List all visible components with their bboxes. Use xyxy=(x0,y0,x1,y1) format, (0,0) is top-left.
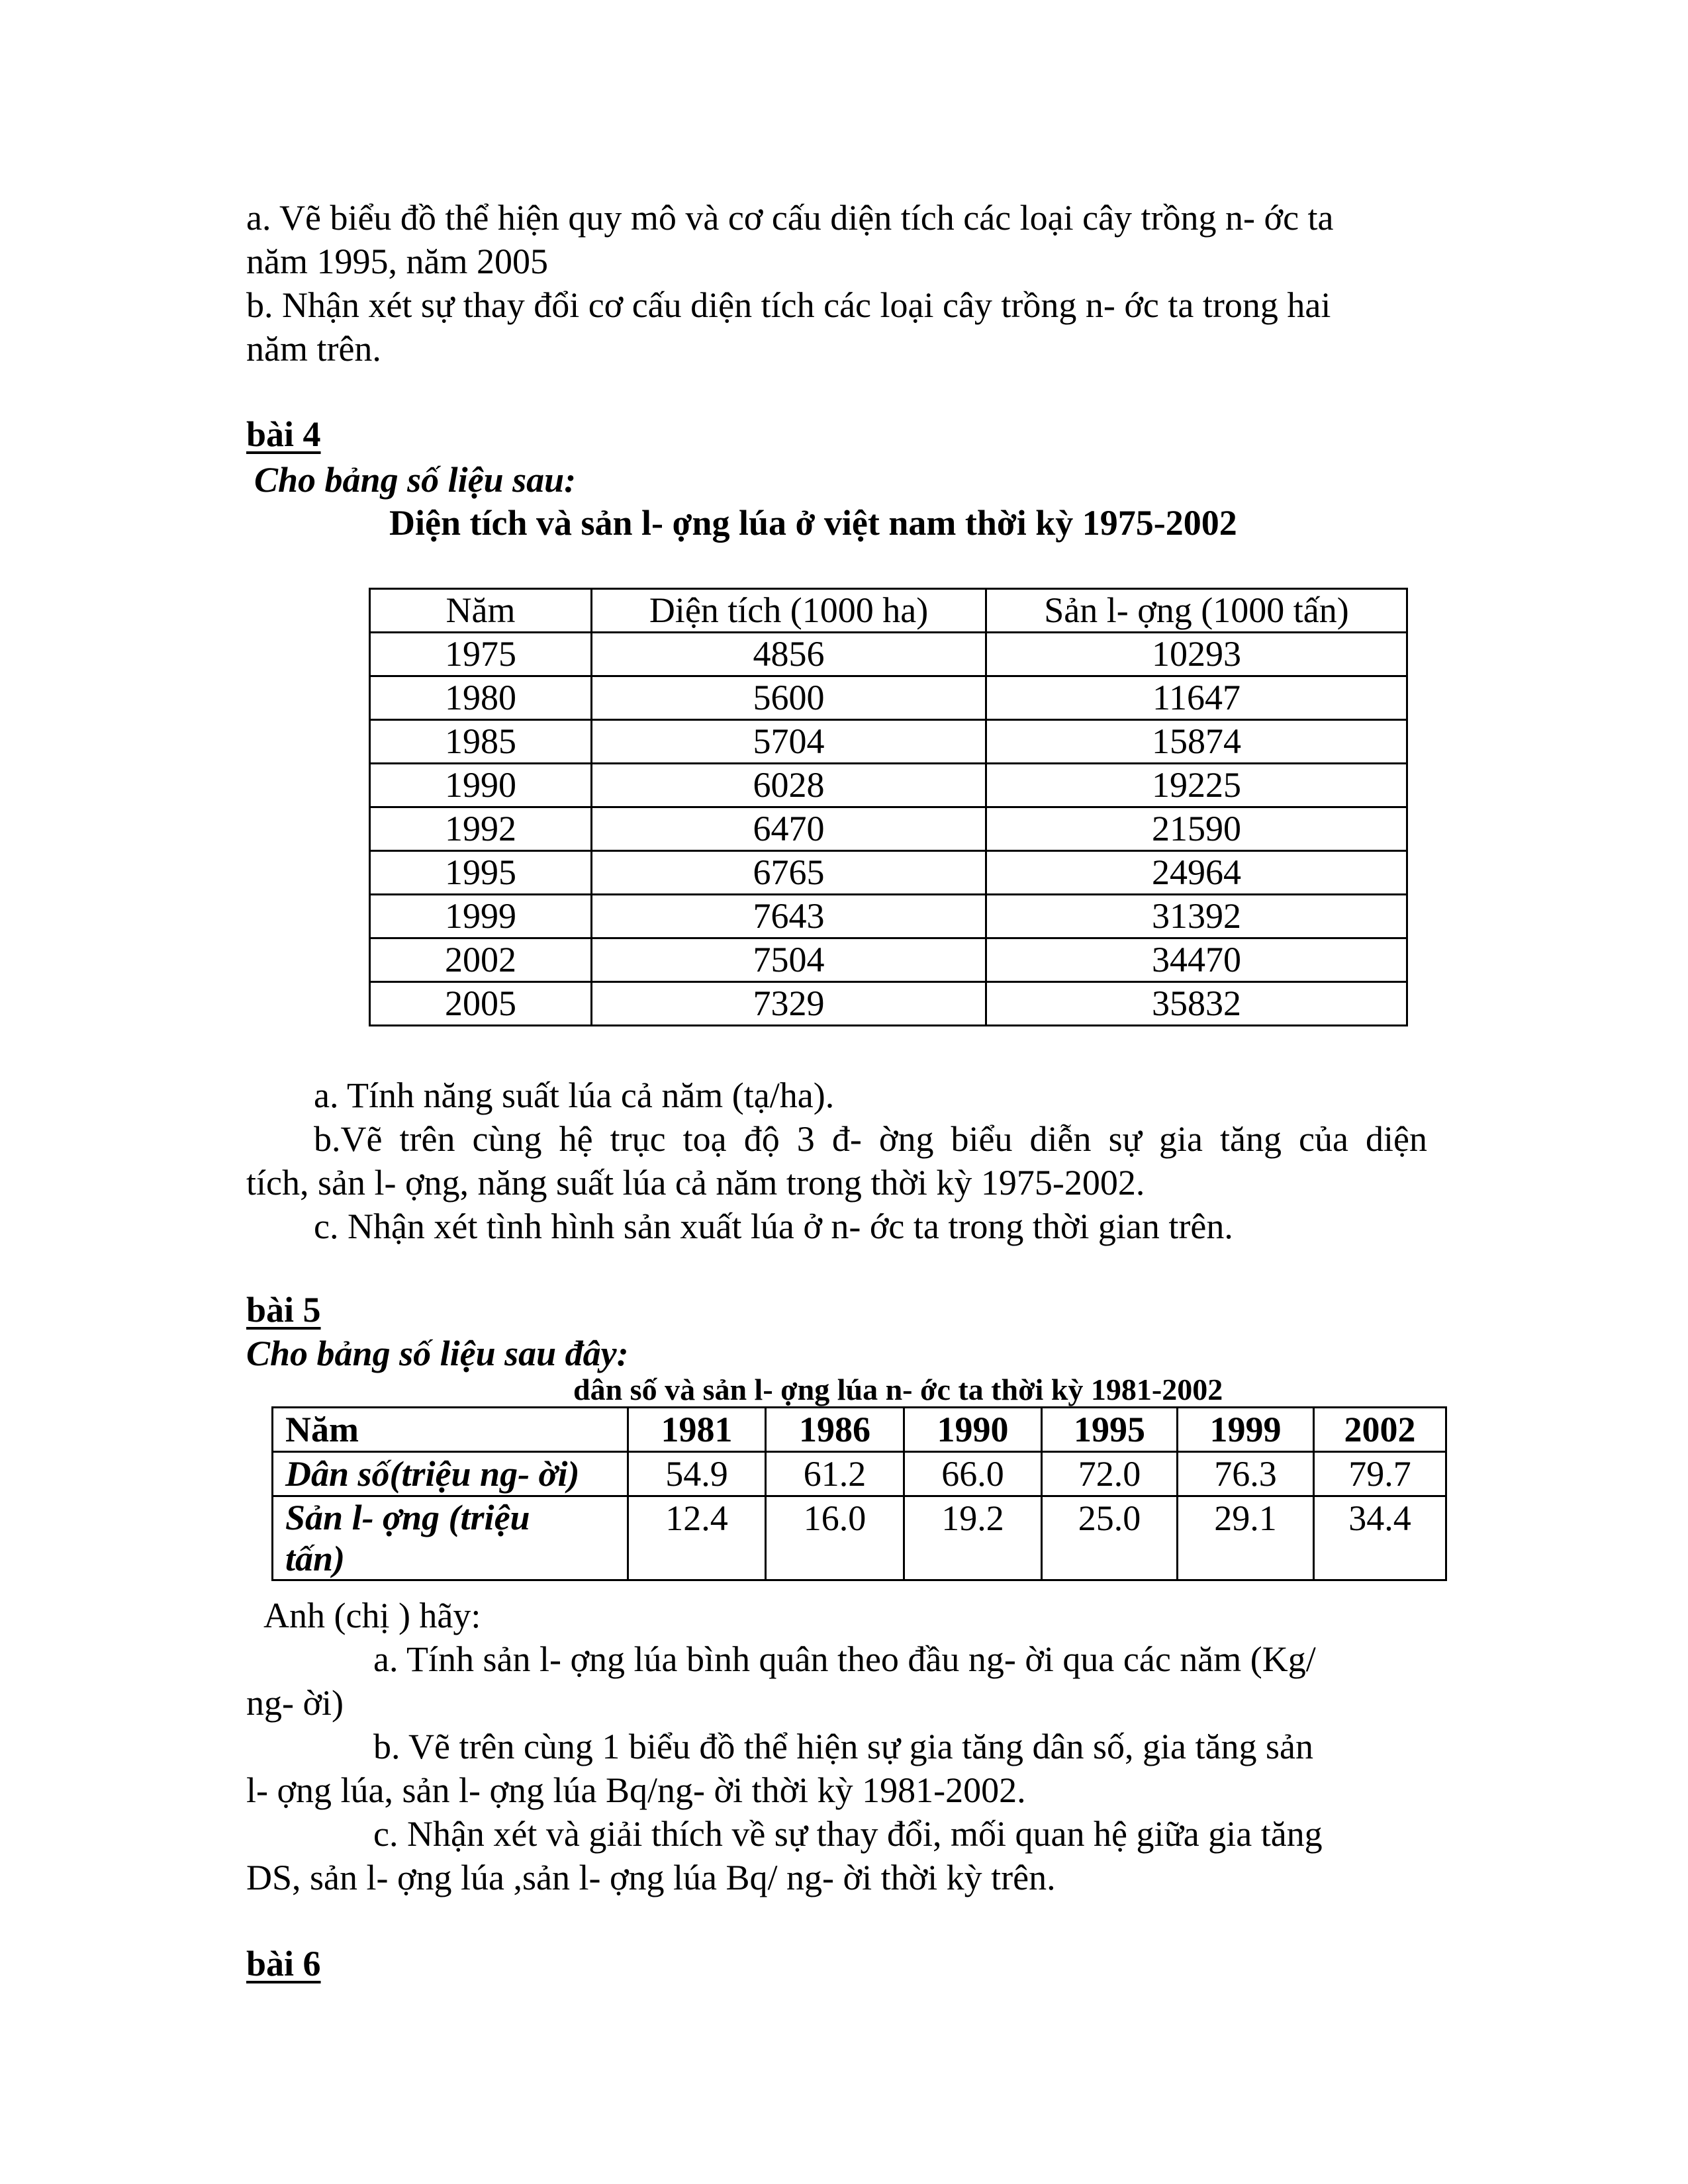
bai5-question-a-line1: a. Tính sản l- ợng lúa bình quân theo đầu ng- ời qua các năm (Kg/ xyxy=(373,1639,1316,1679)
cell-year: 1999 xyxy=(370,895,592,938)
table-row xyxy=(370,982,1407,1026)
cell-output: 15874 xyxy=(986,720,1407,764)
bai5-subheading: Cho bảng số liệu sau đây: xyxy=(246,1334,629,1373)
cell-area: 7643 xyxy=(592,895,986,938)
bai4-table xyxy=(369,588,1408,1026)
bai4-heading: bài 4 xyxy=(246,414,321,454)
cell-year: 2002 xyxy=(370,938,592,982)
table-row xyxy=(370,633,1407,676)
table-row xyxy=(370,720,1407,764)
table-row xyxy=(273,1452,1446,1496)
table-row xyxy=(370,807,1407,851)
intro-line-1: a. Vẽ biểu đồ thể hiện quy mô và cơ cấu diện tích các loại cây trồng n- ớc ta xyxy=(246,198,1334,238)
intro-line-3: b. Nhận xét sự thay đổi cơ cấu diện tích các loại cây trồng n- ớc ta trong hai xyxy=(246,285,1331,325)
header-year: Năm xyxy=(370,589,592,633)
bai5-question-c-line2: DS, sản l- ợng lúa ,sản l- ợng lúa Bq/ ng- ời thời kỳ trên. xyxy=(246,1858,1056,1897)
header-year: 1995 xyxy=(1042,1408,1178,1452)
bai5-question-b-line1: b. Vẽ trên cùng 1 biểu đồ thể hiện sự gia tăng dân số, gia tăng sản xyxy=(373,1727,1313,1766)
bai4-question-b-line2: tích, sản l- ợng, năng suất lúa cả năm trong thời kỳ 1975-2002. xyxy=(246,1163,1145,1203)
header-year: 1986 xyxy=(766,1408,904,1452)
bai4-question-a: a. Tính năng suất lúa cả năm (tạ/ha). xyxy=(314,1075,835,1115)
cell-output: 25.0 xyxy=(1042,1496,1178,1580)
bai6-heading: bài 6 xyxy=(246,1944,321,1983)
row-label-output-line1: Sản l- ợng (triệu xyxy=(285,1498,530,1537)
bai4-question-c: c. Nhận xét tình hình sản xuất lúa ở n- ớc ta trong thời gian trên. xyxy=(314,1206,1233,1246)
bai4-subheading: Cho bảng số liệu sau: xyxy=(254,460,577,500)
cell-output: 16.0 xyxy=(766,1496,904,1580)
header-label: Năm xyxy=(273,1408,628,1452)
table-row xyxy=(370,764,1407,807)
cell-year: 2005 xyxy=(370,982,592,1026)
cell-population: 61.2 xyxy=(766,1452,904,1496)
cell-year: 1995 xyxy=(370,851,592,895)
cell-output: 11647 xyxy=(986,676,1407,720)
cell-year: 1980 xyxy=(370,676,592,720)
cell-area: 5600 xyxy=(592,676,986,720)
cell-population: 66.0 xyxy=(904,1452,1042,1496)
cell-output: 31392 xyxy=(986,895,1407,938)
table-row xyxy=(370,676,1407,720)
cell-population: 79.7 xyxy=(1314,1452,1446,1496)
row-label-output xyxy=(273,1496,628,1580)
cell-output: 35832 xyxy=(986,982,1407,1026)
cell-output: 21590 xyxy=(986,807,1407,851)
header-output: Sản l- ợng (1000 tấn) xyxy=(986,589,1407,633)
header-area: Diện tích (1000 ha) xyxy=(592,589,986,633)
cell-year: 1985 xyxy=(370,720,592,764)
cell-output: 34.4 xyxy=(1314,1496,1446,1580)
intro-line-4: năm trên. xyxy=(246,329,381,369)
bai5-question-a-line2: ng- ời) xyxy=(246,1683,344,1723)
bai5-table-title: dân số và sản l- ợng lúa n- ớc ta thời kỳ 1981-2002 xyxy=(573,1373,1223,1406)
cell-area: 6765 xyxy=(592,851,986,895)
cell-output: 10293 xyxy=(986,633,1407,676)
intro-line-2: năm 1995, năm 2005 xyxy=(246,242,548,281)
table-row xyxy=(370,895,1407,938)
cell-area: 6028 xyxy=(592,764,986,807)
table-row xyxy=(370,938,1407,982)
table-header-row xyxy=(370,589,1407,633)
cell-year: 1990 xyxy=(370,764,592,807)
bai4-question-b-line1: b.Vẽ trên cùng hệ trục toạ độ 3 đ- ờng biểu diễn sự gia tăng của diện xyxy=(314,1119,1427,1159)
cell-population: 76.3 xyxy=(1178,1452,1314,1496)
cell-output: 19225 xyxy=(986,764,1407,807)
row-label-output-line2: tấn) xyxy=(285,1539,346,1578)
bai5-question-c-line1: c. Nhận xét và giải thích về sự thay đổi, mối quan hệ giữa gia tăng xyxy=(373,1814,1323,1854)
cell-output: 19.2 xyxy=(904,1496,1042,1580)
cell-year: 1992 xyxy=(370,807,592,851)
header-year: 1981 xyxy=(628,1408,766,1452)
bai5-table xyxy=(271,1406,1447,1581)
cell-population: 72.0 xyxy=(1042,1452,1178,1496)
cell-area: 6470 xyxy=(592,807,986,851)
bai5-question-b-line2: l- ợng lúa, sản l- ợng lúa Bq/ng- ời thời kỳ 1981-2002. xyxy=(246,1770,1026,1810)
cell-area: 7504 xyxy=(592,938,986,982)
bai4-table-title: Diện tích và sản l- ợng lúa ở việt nam thời kỳ 1975-2002 xyxy=(389,503,1237,543)
cell-output: 29.1 xyxy=(1178,1496,1314,1580)
cell-area: 5704 xyxy=(592,720,986,764)
cell-output: 24964 xyxy=(986,851,1407,895)
table-header-row xyxy=(273,1408,1446,1452)
cell-year: 1975 xyxy=(370,633,592,676)
header-year: 1999 xyxy=(1178,1408,1314,1452)
table-row xyxy=(273,1496,1446,1580)
cell-output: 34470 xyxy=(986,938,1407,982)
table-row xyxy=(370,851,1407,895)
bai5-heading: bài 5 xyxy=(246,1290,321,1330)
header-year: 1990 xyxy=(904,1408,1042,1452)
cell-output: 12.4 xyxy=(628,1496,766,1580)
cell-population: 54.9 xyxy=(628,1452,766,1496)
header-year: 2002 xyxy=(1314,1408,1446,1452)
cell-area: 4856 xyxy=(592,633,986,676)
bai5-lead: Anh (chị ) hãy: xyxy=(263,1596,481,1635)
row-label-population: Dân số(triệu ng- ời) xyxy=(273,1452,628,1496)
cell-area: 7329 xyxy=(592,982,986,1026)
